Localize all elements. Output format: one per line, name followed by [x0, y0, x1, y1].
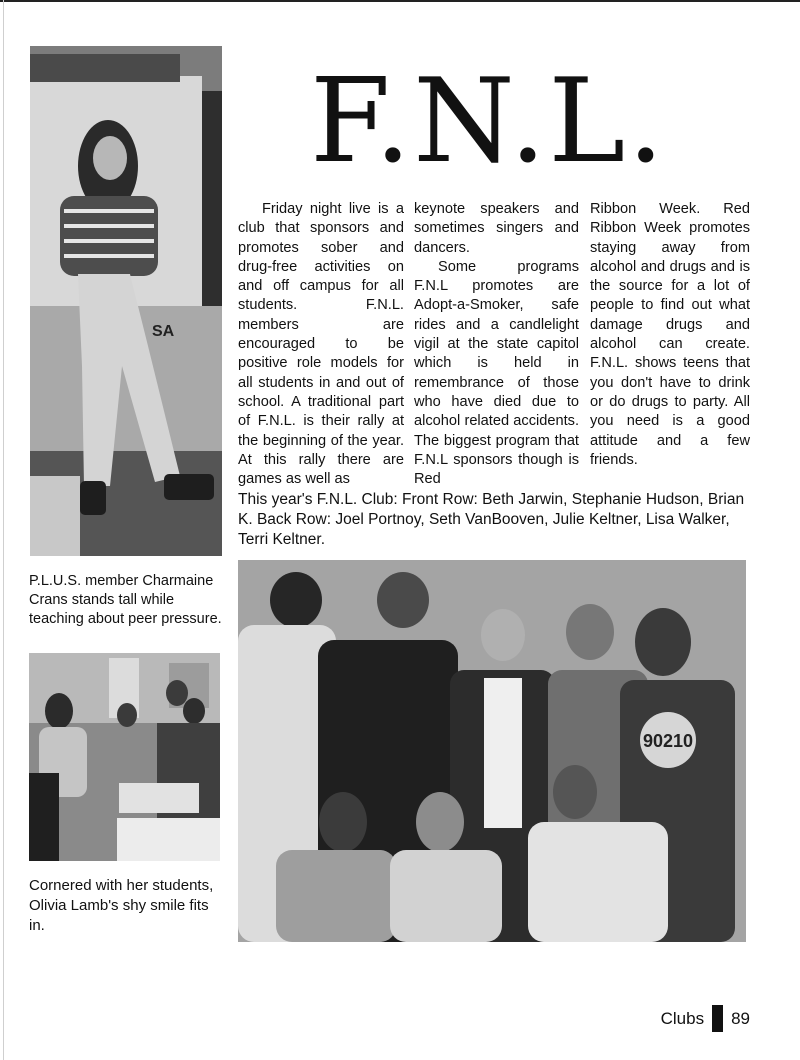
photo-group-illustration	[238, 560, 746, 942]
section-label: Clubs	[660, 1008, 705, 1028]
article-paragraph: Some programs F.N.L promotes are Adopt-a-Smoker, safe rides and a candlelight vigil at the state capitol which is held in remembrance of those who have died due to alcohol related accidents. The biggest program that F.N.L sponsors though is Red	[414, 258, 579, 488]
article-paragraph: Ribbon Week. Red Ribbon Week promotes staying away from alcohol and drugs and is the source for a lot of people to find out what damage drugs and alcohol can create. F.N.L. shows teens that you don't have to drink or do drugs to party. All you need is a good attitude and a few friends.	[590, 201, 750, 468]
teacher-photo-caption: P.L.U.S. member Charmaine Crans stands tall while teaching about peer pressure.	[29, 573, 222, 627]
page-number: 89	[731, 1008, 750, 1028]
article-column-3	[590, 200, 750, 470]
folio-divider-bar	[712, 1005, 723, 1032]
photo-classroom	[29, 653, 220, 861]
page-binding-edge	[3, 0, 4, 1060]
poster-text: SA	[152, 323, 175, 340]
photo-teacher-standing	[30, 46, 222, 556]
classroom-photo-caption: Cornered with her students, Olivia Lamb's shy smile fits in.	[29, 877, 214, 934]
page-top-edge	[0, 0, 800, 2]
photo-classroom-illustration	[29, 653, 220, 861]
page-title: F.N.L.	[310, 54, 667, 189]
shirt-text: 90210	[642, 731, 694, 751]
article-column-2	[414, 200, 579, 489]
photo-fnl-club-group	[238, 560, 746, 942]
photo-teacher-illustration	[30, 46, 222, 556]
article-paragraph: Friday night live is a club that sponsors and promotes sober and drug-free activities on and off campus for all students. F.N.L. members are encouraged to be positive role models for all students in and out of school. A traditional part of F.N.L. is their rally at the beginning of the year. At this rally there are games as well as	[238, 201, 404, 488]
page-folio	[661, 1005, 750, 1032]
article-column-1	[238, 200, 404, 489]
article-paragraph: keynote speakers and sometimes singers and dancers.	[414, 201, 579, 256]
club-photo-caption: This year's F.N.L. Club: Front Row: Beth Jarwin, Stephanie Hudson, Brian K. Back Row: Joel Portnoy, Seth VanBooven, Julie Keltner, Lisa Walker, Terri Keltner.	[238, 491, 745, 548]
